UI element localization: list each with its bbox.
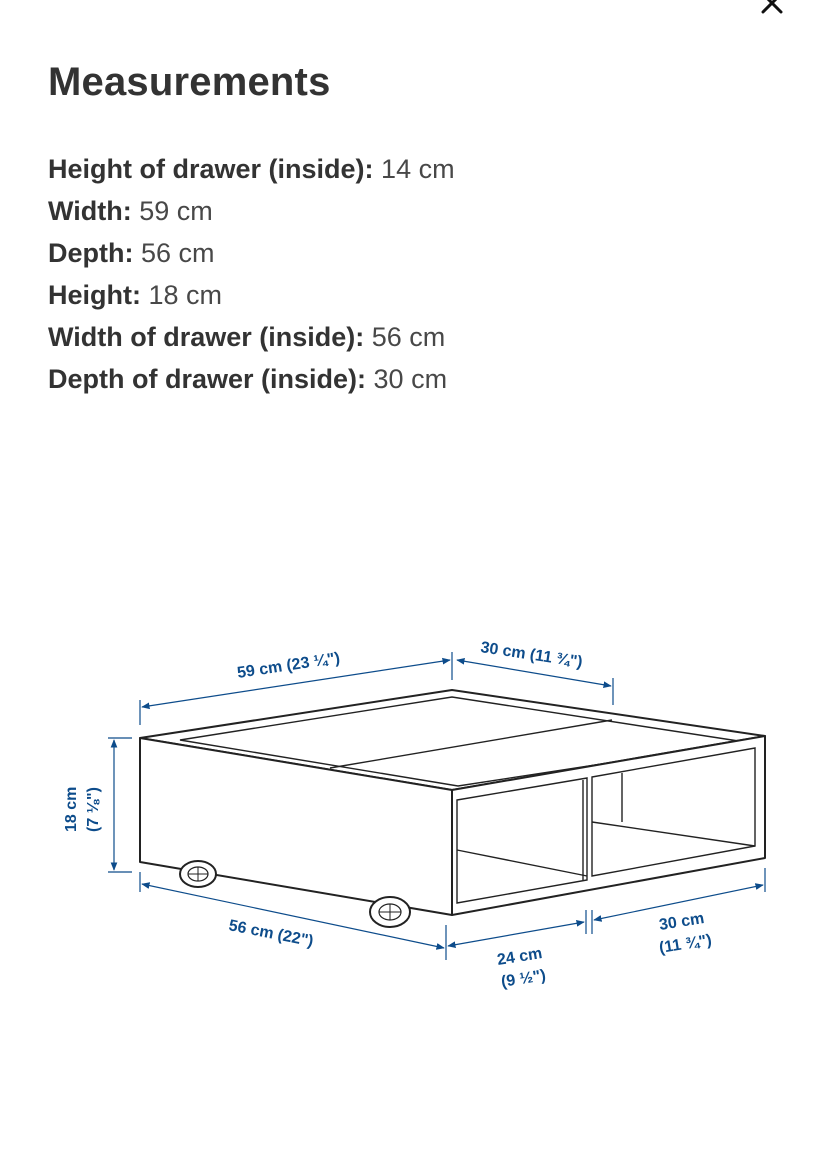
dimension-front-width-label-cm: 24 cm [495,945,544,969]
spec-value: 14 cm [381,154,455,184]
dimension-front-width-label-in: (9 ½") [499,967,548,991]
spec-value: 59 cm [139,196,213,226]
spec-label: Depth: [48,238,134,268]
dimension-front-width [448,910,586,991]
dimension-side-width-label-cm: 30 cm [657,910,706,934]
spec-value: 56 cm [371,322,446,352]
dimension-height [63,738,132,872]
wheel-front [370,897,410,927]
dimension-depth-label: 56 cm (22") [227,917,315,951]
spec-row-depth [48,232,455,274]
close-button[interactable] [752,0,792,20]
dimension-height-label-cm: 18 cm [63,786,80,832]
spec-row-drawer-depth [48,358,455,400]
spec-label: Width of drawer (inside): [48,322,365,352]
spec-row-height [48,274,455,316]
spec-label: Height: [48,280,141,310]
spec-label: Height of drawer (inside): [48,154,374,184]
spec-value: 56 cm [141,238,215,268]
wheel-back [180,861,216,887]
drawer-unit-drawing [140,690,765,927]
product-dimension-diagram [0,620,828,1040]
spec-row-drawer-height [48,148,455,190]
measurements-list [48,148,455,400]
spec-label: Width: [48,196,132,226]
spec-value: 30 cm [373,364,448,394]
page-title: Measurements [48,60,331,104]
spec-label: Depth of drawer (inside): [48,364,367,394]
spec-row-drawer-width [48,316,455,358]
spec-value: 18 cm [148,280,223,310]
close-icon [757,0,787,18]
dimension-drawing [0,620,828,1040]
spec-row-width [48,190,455,232]
dimension-width-label: 59 cm (23 ¼") [236,649,342,682]
dimension-side-width-label-in: (11 ¾") [657,931,713,957]
dimension-height-label-in: (7 ⅛") [85,787,102,832]
dimension-drawer-depth-label: 30 cm (11 ¾") [479,639,584,672]
